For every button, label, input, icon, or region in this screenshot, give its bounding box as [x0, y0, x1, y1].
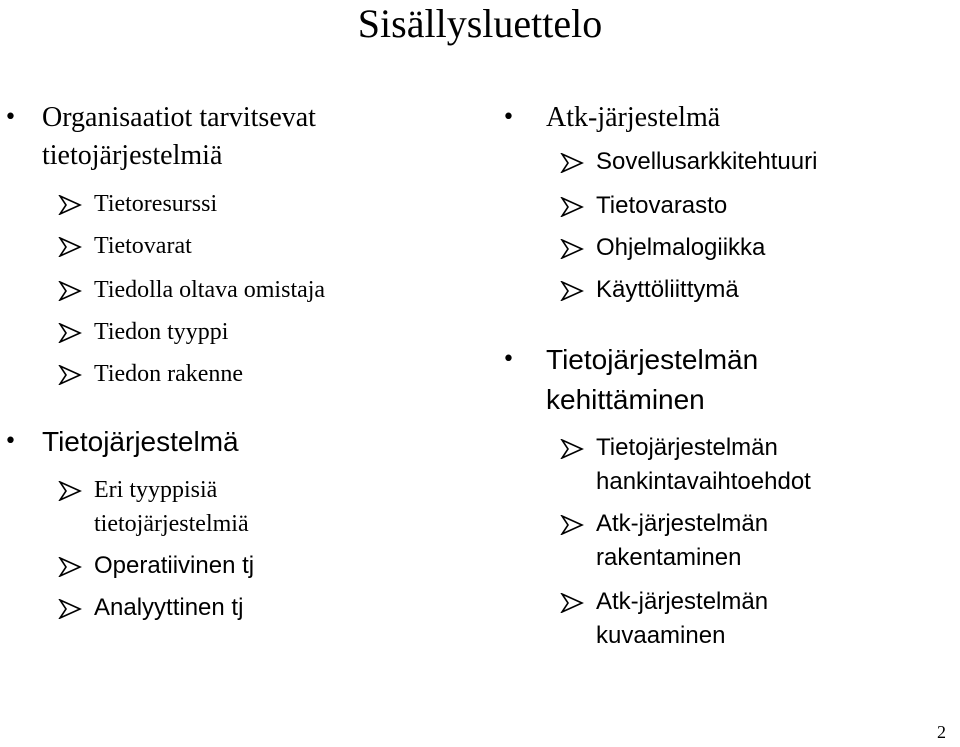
arrowhead-icon [560, 515, 584, 535]
arrowhead-icon [58, 365, 82, 385]
arrowhead-icon [58, 323, 82, 343]
bullet-icon: • [4, 105, 17, 130]
bullet-icon: • [4, 429, 17, 454]
arrowhead-icon [58, 281, 82, 301]
page-number: 2 [937, 722, 946, 742]
page-title: Sisällysluettelo [357, 1, 603, 46]
arrowhead-icon [58, 557, 82, 577]
arrowhead-icon [560, 239, 584, 259]
bullet-icon: • [502, 347, 515, 372]
arrowhead-icon [560, 153, 584, 173]
arrowhead-icon [560, 593, 584, 613]
arrowhead-icon [560, 281, 584, 301]
bullet-icon: • [502, 105, 515, 130]
arrowhead-icon [58, 195, 82, 215]
arrowhead-icon [58, 481, 82, 501]
arrowhead-icon [560, 197, 584, 217]
arrowhead-icon [58, 599, 82, 619]
arrowhead-icon [58, 237, 82, 257]
arrowhead-icon [560, 439, 584, 459]
